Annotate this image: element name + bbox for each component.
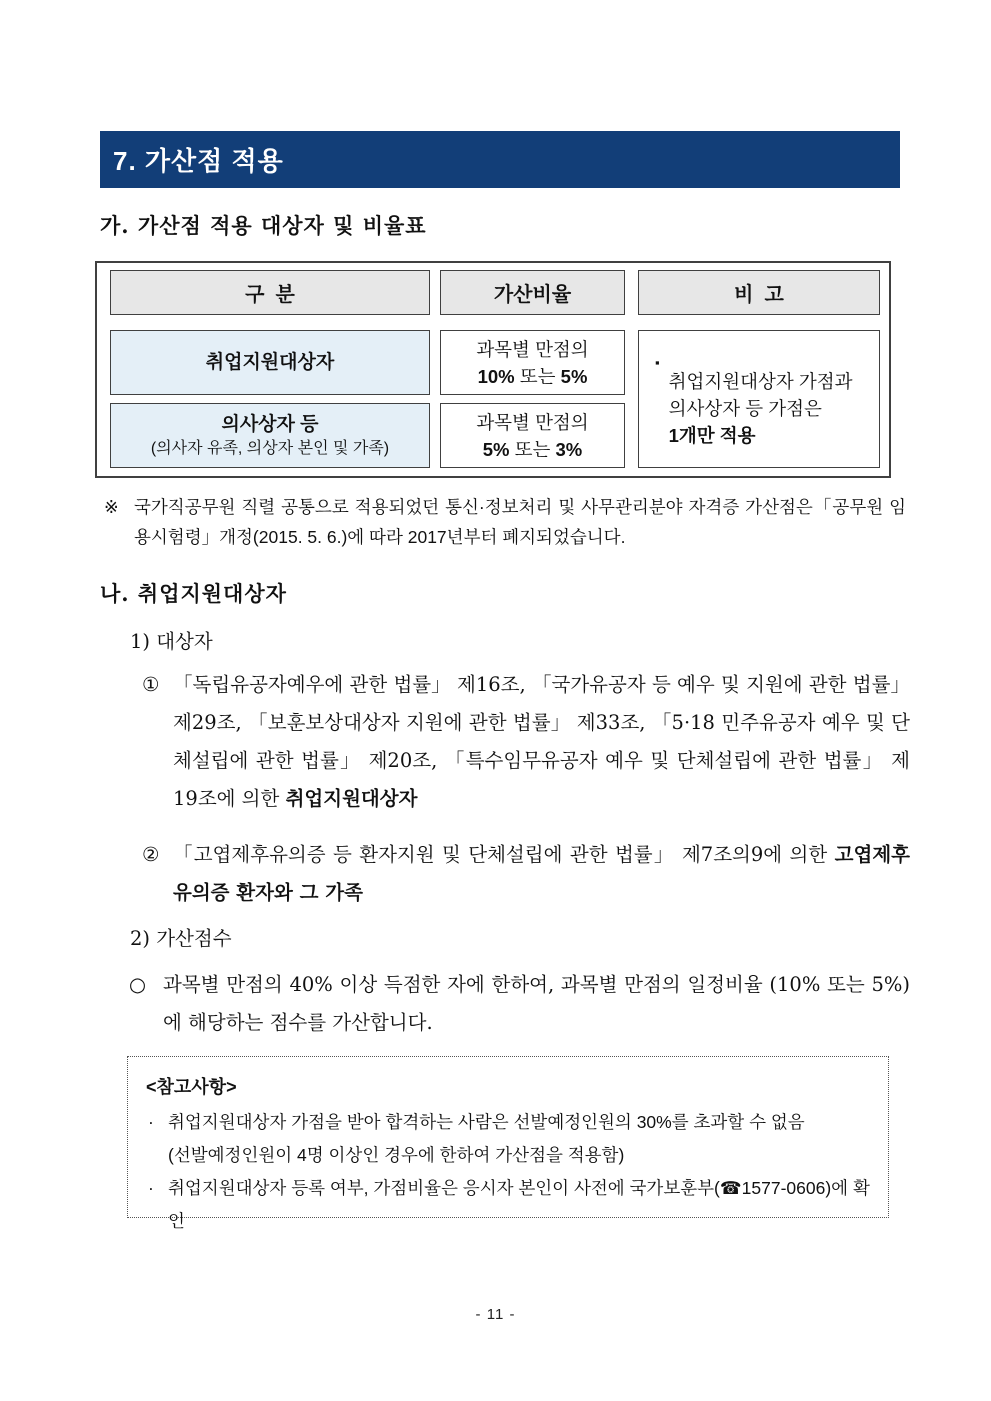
circled-1-icon: ① [142,673,160,696]
category-2-label: 의사상자 등 [221,413,319,435]
reference-item-1-subtext: (선발예정인원이 4명 이상인 경우에 한하여 가산점을 적용함) [168,1145,625,1165]
ratio-2-prefix: 과목별 만점의 [476,411,589,433]
subsection-b-title: 나. 취업지원대상자 [100,581,287,606]
remark-text: 취업지원대상자 가점과 의사상자 등 가점은 1개만 적용 [668,370,853,446]
item-1-label: 1) 대상자 [130,630,213,653]
reference-item-1 [146,1106,870,1139]
reference-note-box [127,1056,889,1231]
dot-bullet-icon: · [148,1112,154,1132]
table-header-ratio: 가산비율 [440,270,625,315]
reference-item-2 [146,1172,870,1238]
ratio-1-values: 10% 또는 5% [477,365,588,387]
reference-box-title: <참고사항> [146,1077,237,1097]
category-2-sublabel: (의사자 유족, 의상자 본인 및 가족) [150,439,390,457]
reference-item-1-text: 취업지원대상자 가점을 받아 합격하는 사람은 선발예정인원의 30%를 초과할 수 없음 [168,1112,805,1132]
reference-item-2-text: 취업지원대상자 등록 여부, 가점비율은 응시자 본인이 사전에 국가보훈부(☎1577-0606)에 확인 [168,1178,870,1231]
clause-1 [142,666,910,818]
subsection-a-title: 가. 가산점 적용 대상자 및 비율표 [100,213,427,238]
square-bullet-icon: ▪ [655,355,660,370]
footnote-abolished-certificates [104,492,906,552]
item-2-label: 2) 가산점수 [130,927,232,950]
ratio-2-values: 5% 또는 3% [482,438,583,460]
table-row-ratio-2 [440,403,625,468]
table-row-category-2 [110,403,430,468]
circled-2-icon: ② [142,843,160,866]
category-1-label: 취업지원대상자 [205,351,335,373]
bonus-score-text: 과목별 만점의 40% 이상 득점한 자에 한하여, 과목별 만점의 일정비율 (10% 또는 5%)에 해당하는 점수를 가산합니다. [163,973,910,1034]
circle-bullet-icon: ○ [129,973,147,996]
section-header-bar [100,131,900,188]
table-remark-cell [638,330,880,468]
page-number: - 11 - [475,1306,516,1323]
clause-2-text: 「고엽제후유의증 등 환자지원 및 단체설립에 관한 법률」 제7조의9에 의한 고엽제후유의증 환자와 그 가족 [173,843,910,904]
dot-bullet-icon: · [148,1178,154,1198]
bonus-point-table [95,261,891,478]
footnote-text: 국가직공무원 직렬 공통으로 적용되었던 통신·정보처리 및 사무관리분야 자격증 가산점은「공무원 임용시험령」개정(2015. 5. 6.)에 따라 2017년부터 폐지되었습니다. [134,497,906,547]
table-row-ratio-1 [440,330,625,395]
reference-mark-icon: ※ [104,497,119,517]
ratio-1-prefix: 과목별 만점의 [476,338,589,360]
clause-2 [142,836,910,912]
bonus-score-paragraph [129,966,910,1042]
section-title: 7. 가산점 적용 [113,146,284,176]
clause-1-text: 「독립유공자예우에 관한 법률」 제16조, 「국가유공자 등 예우 및 지원에 관한 법률」 제29조, 「보훈보상대상자 지원에 관한 법률」 제33조, 「5·18 민주유공자 예우 및 단체설립에 관한 법률」 제20조, 「특수임무유공자 예우 및 단체설립에 관한 법률」 제19조에 의한 취업지원대상자 [173,673,910,810]
table-header-category: 구 분 [110,270,430,315]
table-row-category-1 [110,330,430,395]
table-header-remark: 비 고 [638,270,880,315]
